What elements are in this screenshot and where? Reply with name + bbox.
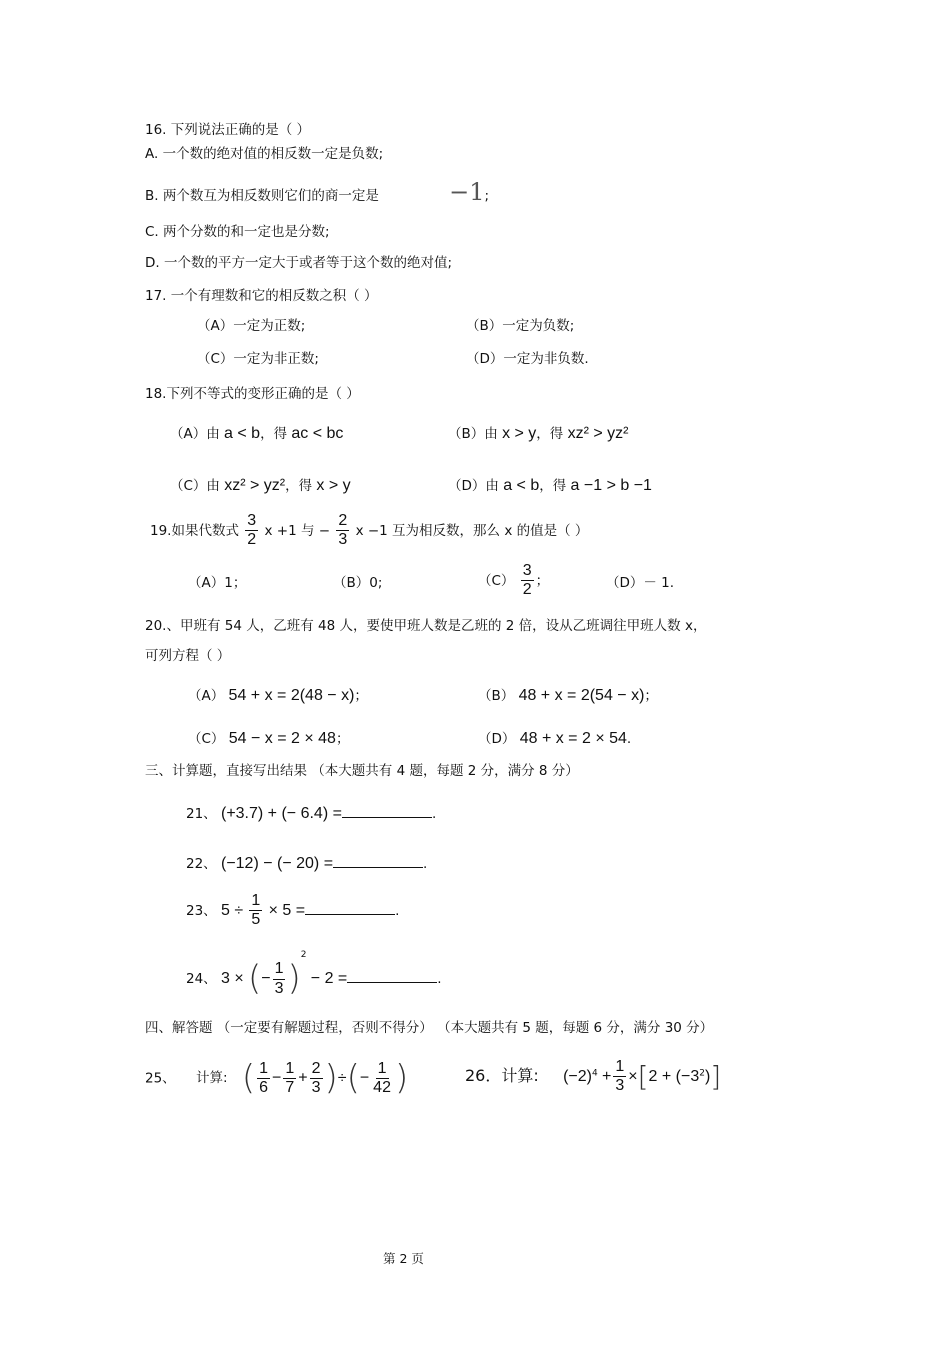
- q19-f1-den: 2: [247, 531, 257, 549]
- q18-a-math2: ac < bc: [291, 425, 344, 442]
- q24-label: 24、: [186, 971, 217, 987]
- q24-pre: 3 ×: [220, 970, 244, 987]
- q24-right-paren: ): [287, 958, 301, 999]
- q19-fraction-2: [336, 512, 349, 550]
- q21-answer-blank[interactable]: [342, 816, 432, 818]
- q23-answer-blank[interactable]: [305, 913, 395, 915]
- page-number: 第 2 页: [383, 1251, 424, 1266]
- q24-answer-blank[interactable]: [347, 981, 437, 983]
- q24-sign: −: [261, 970, 271, 987]
- q18-d-label: （D）由: [448, 478, 499, 494]
- q25-left-paren-1: (: [241, 1058, 256, 1098]
- q20-b-label: （B）: [478, 688, 515, 704]
- q26-op: +: [602, 1067, 612, 1085]
- q25-left-paren-2: (: [346, 1058, 360, 1098]
- q24-fraction: [273, 960, 286, 998]
- q26-label: 26．计算:: [465, 1065, 539, 1085]
- q26-num: 1: [613, 1058, 626, 1077]
- q18-b-math2: xz² > yz²: [567, 425, 629, 442]
- q23-num: 1: [249, 892, 262, 911]
- q17-option-a: （A）一定为正数;: [197, 318, 306, 334]
- q20-d-label: （D）: [478, 731, 516, 747]
- q26-pre-exp: 4: [591, 1068, 598, 1079]
- q25-right-paren-2: ): [394, 1058, 409, 1098]
- q16-option-c: C. 两个分数的和一定也是分数;: [145, 224, 330, 240]
- q18-option-b: [448, 424, 628, 443]
- q26-times: ×: [628, 1067, 638, 1085]
- q24-num: 1: [273, 960, 286, 979]
- q26-right-bracket: ]: [710, 1060, 722, 1094]
- q19-fraction-1: [245, 512, 258, 550]
- q19-f1-num: 3: [245, 512, 258, 531]
- q25-op1: −: [272, 1069, 282, 1087]
- q19-stem: [150, 512, 588, 550]
- q25-f4-num: 1: [376, 1060, 389, 1079]
- q26-pre: (−2): [563, 1067, 592, 1085]
- q22-label: 22、: [186, 856, 217, 872]
- q19-c-num: 3: [521, 562, 534, 581]
- q19-option-b: （B）0;: [333, 575, 383, 591]
- q17-stem: 17. 一个有理数和它的相反数之积（ ）: [145, 288, 378, 304]
- q19-stem-end: x −1 互为相反数，那么 x 的值是（ ）: [355, 522, 589, 539]
- q20-c-label: （C）: [188, 731, 225, 747]
- q25-label: 25、: [145, 1070, 176, 1087]
- q17-option-b: （B）一定为负数;: [466, 318, 575, 334]
- q20-c-end: ；: [335, 731, 350, 747]
- q25-f2-den: 7: [285, 1078, 295, 1096]
- q24-post: − 2 =: [310, 970, 348, 987]
- q23-end: .: [395, 902, 400, 919]
- q23: [186, 892, 399, 930]
- q16-option-b: [145, 178, 489, 207]
- q25-f2-num: 1: [283, 1060, 296, 1079]
- q23-pre: 5 ÷: [220, 901, 244, 919]
- q24: [186, 950, 442, 999]
- q19-c-fraction: [521, 562, 534, 600]
- q25-fraction-1: [257, 1060, 270, 1098]
- q25-f1-num: 1: [257, 1060, 270, 1079]
- q20-option-b: [478, 686, 658, 705]
- q21: [186, 804, 436, 823]
- q19-option-c: [478, 562, 549, 600]
- q24-exponent: 2: [300, 950, 307, 960]
- q18-option-d: [448, 476, 652, 495]
- q16-option-a: A. 一个数的绝对值的相反数一定是负数;: [145, 146, 384, 162]
- q18-d-math: a < b: [503, 477, 540, 494]
- q20-d-math: 48 + x = 2 × 54: [519, 730, 627, 747]
- q26: [465, 1058, 721, 1096]
- q22-end: .: [423, 856, 428, 872]
- q17-option-d: （D）一定为非负数.: [466, 351, 589, 367]
- q20-option-d: [478, 729, 631, 748]
- q20-a-label: （A）: [188, 688, 225, 704]
- q18-c-mid: ，得: [285, 478, 313, 494]
- q24-den: 3: [274, 979, 284, 997]
- q16-option-b-value: −1: [449, 178, 485, 206]
- q16-option-b-end: ;: [484, 188, 490, 204]
- q19-c-den: 2: [522, 581, 532, 599]
- q21-label: 21、: [186, 806, 217, 822]
- q25-fraction-2: [283, 1060, 296, 1098]
- q22-math: (−12) − (− 20) =: [220, 855, 334, 872]
- q25-div: ÷: [337, 1069, 347, 1087]
- q24-left-paren: (: [247, 958, 262, 999]
- q25-f3-num: 2: [310, 1060, 323, 1079]
- q18-option-c: [170, 476, 351, 495]
- q17-option-c: （C）一定为非正数;: [197, 351, 319, 367]
- q25-calc: 计算:: [195, 1070, 228, 1087]
- q19-option-a: （A）1；: [188, 575, 247, 591]
- q18-a-mid: ，得: [260, 426, 288, 442]
- q26-left-bracket: [: [637, 1060, 649, 1094]
- q26-fraction: [613, 1058, 626, 1096]
- section-4-heading: 四、解答题 （一定要有解题过程，否则不得分） （本大题共有 5 题，每题 6 分，满分 30 分）: [145, 1020, 714, 1036]
- section-3-heading: 三、计算题，直接写出结果 （本大题共有 4 题，每题 2 分，满分 8 分）: [145, 763, 579, 779]
- q25: [145, 1058, 408, 1099]
- q25-f4-den: 42: [373, 1078, 391, 1096]
- q18-stem: 18.下列不等式的变形正确的是（ ）: [145, 386, 360, 402]
- q22-answer-blank[interactable]: [333, 866, 423, 868]
- q18-a-math: a < b: [224, 425, 261, 442]
- q19-f2-den: 3: [338, 531, 348, 549]
- q16-stem: 16. 下列说法正确的是（ ）: [145, 122, 311, 138]
- q26-inner-start: 2 + (−3: [648, 1067, 700, 1085]
- q26-inner-exp: 2: [699, 1068, 705, 1079]
- q25-op2: +: [298, 1069, 308, 1087]
- q22: [186, 854, 427, 873]
- q20-b-end: ；: [644, 688, 658, 704]
- q18-c-math2: x > y: [316, 477, 351, 494]
- q18-b-mid: ，得: [536, 426, 564, 442]
- q25-right-paren-1: ): [324, 1058, 338, 1098]
- q21-math: (+3.7) + (− 6.4) =: [220, 805, 342, 822]
- q20-c-math: 54 − x = 2 × 48: [228, 730, 336, 747]
- q19-c-label: （C）: [478, 572, 515, 589]
- q16-option-d: D. 一个数的平方一定大于或者等于这个数的绝对值;: [145, 255, 453, 271]
- q19-f2-num: 2: [336, 512, 349, 531]
- q25-fraction-3: [310, 1060, 323, 1098]
- q18-d-math2: a −1 > b −1: [570, 477, 652, 494]
- q23-label: 23、: [186, 902, 217, 919]
- q18-c-math: xz² > yz²: [224, 477, 286, 494]
- q18-c-label: （C）由: [170, 478, 220, 494]
- q20-line2: 可列方程（ ）: [145, 648, 231, 664]
- q25-f3-den: 3: [311, 1078, 321, 1096]
- q18-option-a: [170, 424, 343, 443]
- q25-f1-den: 6: [259, 1078, 269, 1096]
- q23-post: × 5 =: [268, 901, 306, 919]
- q18-d-mid: ，得: [539, 478, 567, 494]
- q20-option-c: [188, 729, 349, 748]
- q19-mid: x +1 与 −: [264, 522, 331, 539]
- q25-sign: −: [359, 1069, 370, 1087]
- q19-stem-start: 19.如果代数式: [150, 522, 239, 539]
- q20-b-math: 48 + x = 2(54 − x): [518, 687, 645, 704]
- q18-b-math: x > y: [502, 425, 537, 442]
- q16-option-b-text: B. 两个数互为相反数则它们的商一定是: [145, 188, 379, 204]
- q20-a-math: 54 + x = 2(48 − x): [228, 687, 355, 704]
- q18-a-label: （A）由: [170, 426, 220, 442]
- q24-end: .: [437, 971, 442, 987]
- q20-line1: 20.、甲班有 54 人，乙班有 48 人，要使甲班人数是乙班的 2 倍，设从乙班调往甲班人数 x，: [145, 618, 707, 634]
- q26-inner-end: ): [704, 1067, 711, 1085]
- q19-c-end: ；: [535, 572, 550, 589]
- q20-d-end: .: [626, 731, 632, 747]
- q25-fraction-4: [371, 1060, 393, 1098]
- q19-option-d: （D）－ 1.: [606, 575, 675, 591]
- q23-den: 5: [251, 911, 261, 929]
- q26-den: 3: [615, 1077, 625, 1095]
- q20-a-end: ；: [354, 688, 368, 704]
- q18-b-label: （B）由: [448, 426, 498, 442]
- q23-fraction: [249, 892, 262, 930]
- q21-end: .: [431, 806, 437, 822]
- q20-option-a: [188, 686, 368, 705]
